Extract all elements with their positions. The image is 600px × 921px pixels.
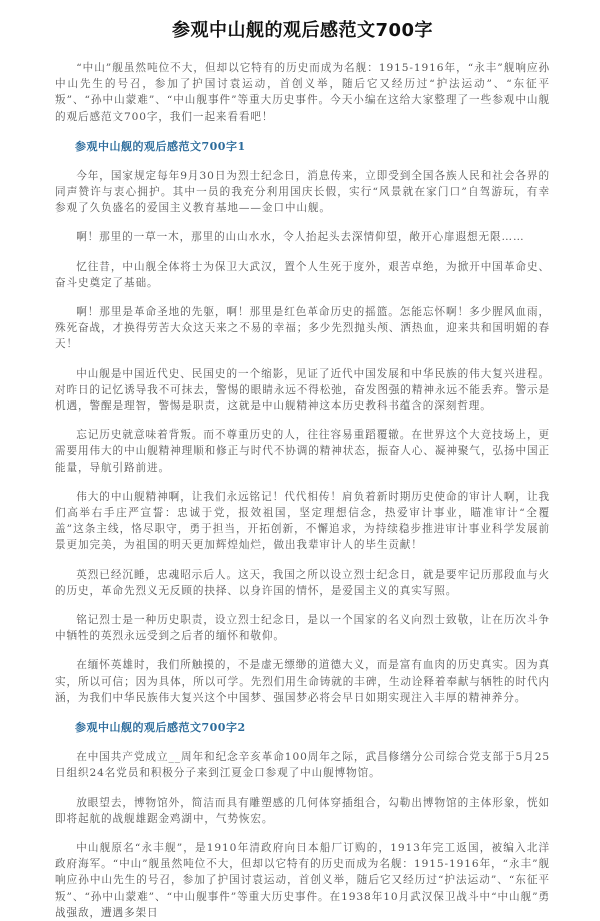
section-heading: 参观中山舰的观后感范文700字1 bbox=[75, 139, 246, 153]
body-paragraph: 啊！那里是革命圣地的先躯，啊！那里是红色革命历史的摇篮。怎能忘怀啊！多少腥风血雨，殊死奋战，才换得劳苦大众这天来之不易的幸福；多少先烈抛头颅、洒热血，迎来共和国明媚的春天！ bbox=[55, 306, 550, 351]
body-paragraph: 忘记历史就意味着背叛。而不尊重历史的人，往往容易重蹈覆辙。在世界这个大竞技场上，更需要用伟大的中山舰精神理顺和修正与时代不协调的精神状态，振奋人心、凝神聚气，弘扬中国正能量，导航引路前进。 bbox=[55, 429, 550, 474]
body-paragraph: 在缅怀英雄时，我们所触摸的，不是虚无缥缈的道德大义，而是富有血肉的历史真实。因为真实，所以可信；因为具体，所以可学。先烈们用生命铸就的丰碑，生动诠释着奉献与牺牲的时代内涵，为我们中华民族伟大复兴这个中国梦、强国梦必将会早日如期实现注入丰厚的精神养分。 bbox=[55, 659, 550, 704]
body-paragraph: 中山舰是中国近代史、民国史的一个缩影，见证了近代中国发展和中华民族的伟大复兴进程。对昨日的记忆诱导我不可抹去，警惕的眼睛永远不得松弛，奋发图强的精神永远不能丢弃。警示是机遇，警醒是理智，警惕是职责，这就是中山舰精神这本历史教科书蕴含的深刻哲理。 bbox=[55, 367, 550, 413]
intro-paragraph: “中山”舰虽然吨位不大，但却以它特有的历史而成为名舰：1915-1916年，“永丰”舰响应孙中山先生的号召，参加了护国讨袁运动，首创义举，随后它又经历过“护法运动”、“东征平叛”、“孙中山蒙难”、“中山舰事件”等重大历史事件。今天小编在这给大家整理了一些参观中山舰的观后感范文700字，我们一起来看看吧！ bbox=[55, 62, 550, 123]
body-paragraph: 在中国共产党成立__周年和纪念辛亥革命100周年之际，武昌修缮分公司综合党支部于5月25日组织24名党员和积极分子来到江夏金口参观了中山舰博物馆。 bbox=[55, 751, 550, 780]
body-paragraph: 中山舰原名“永丰舰”，是1910年清政府向日本船厂订购的，1913年完工返国，被编入北洋政府海军。“中山”舰虽然吨位不大，但却以它特有的历史而成为名舰：1915-1916年，“永丰”舰响应孙中山先生的号召，参加了护国讨袁运动，首创义举，随后它又经历过“护法运动”、“东征平叛”、“孙中山蒙难”、“中山舰事件”等重大历史事件。在1938年10月武汉保卫战斗中“中山舰”勇战强敌，遭遇多架日 bbox=[55, 841, 550, 919]
body-paragraph: 放眼望去，博物馆外，简洁而具有雕塑感的几何体穿插组合，勾勒出博物馆的主体形象，恍如即将起航的战舰雄踞金鸡湖中，气势恢宏。 bbox=[55, 796, 550, 825]
body-paragraph: 英烈已经沉睡，忠魂昭示后人。这天，我国之所以设立烈士纪念日，就是要牢记历那段血与火的历史，革命先烈义无反顾的抉择、以身许国的情怀，是爱国主义的真实写照。 bbox=[55, 568, 550, 597]
document-title: 参观中山舰的观后感范文700字 bbox=[171, 20, 434, 41]
body-paragraph: 啊！那里的一草一木，那里的山山水水，令人抬起头去深情仰望，敞开心扉遐想无限…… bbox=[76, 231, 525, 244]
body-paragraph: 伟大的中山舰精神啊，让我们永远铭记！代代相传！肩负着新时期历史使命的审计人啊，让我们高举右手庄严宣誓：忠诚于党，报效祖国，坚定理想信念，热爱审计事业，瞄准审计“全覆盖”这条主线，恪尽职守，勇于担当，开拓创新，不懈追求，为持续稳步推进审计事业科学发展前景更加完美，为祖国的明天更加辉煌灿烂，做出我辈审计人的毕生贡献！ bbox=[55, 490, 550, 552]
section-heading: 参观中山舰的观后感范文700字2 bbox=[75, 721, 246, 735]
body-paragraph: 今年，国家规定每年9月30日为烈士纪念日，消息传来，立即受到全国各族人民和社会各界的同声赞许与衷心拥护。其中一员的我充分利用国庆长假，实行“风景就在家门口”自驾游玩，有幸参观了久负盛名的爱国主义教育基地——金口中山舰。 bbox=[55, 169, 550, 215]
body-paragraph: 忆往昔，中山舰全体将士为保卫大武汉，置个人生死于度外，艰苦卓绝，为掀开中国革命史、奋斗史奠定了基础。 bbox=[55, 260, 550, 289]
body-paragraph: 铭记烈士是一种历史职责，设立烈士纪念日，是以一个国家的名义向烈士致敬，让在历次斗争中牺牲的英烈永远受到之后者的缅怀和敬仰。 bbox=[55, 614, 550, 643]
document-body bbox=[55, 138, 550, 921]
